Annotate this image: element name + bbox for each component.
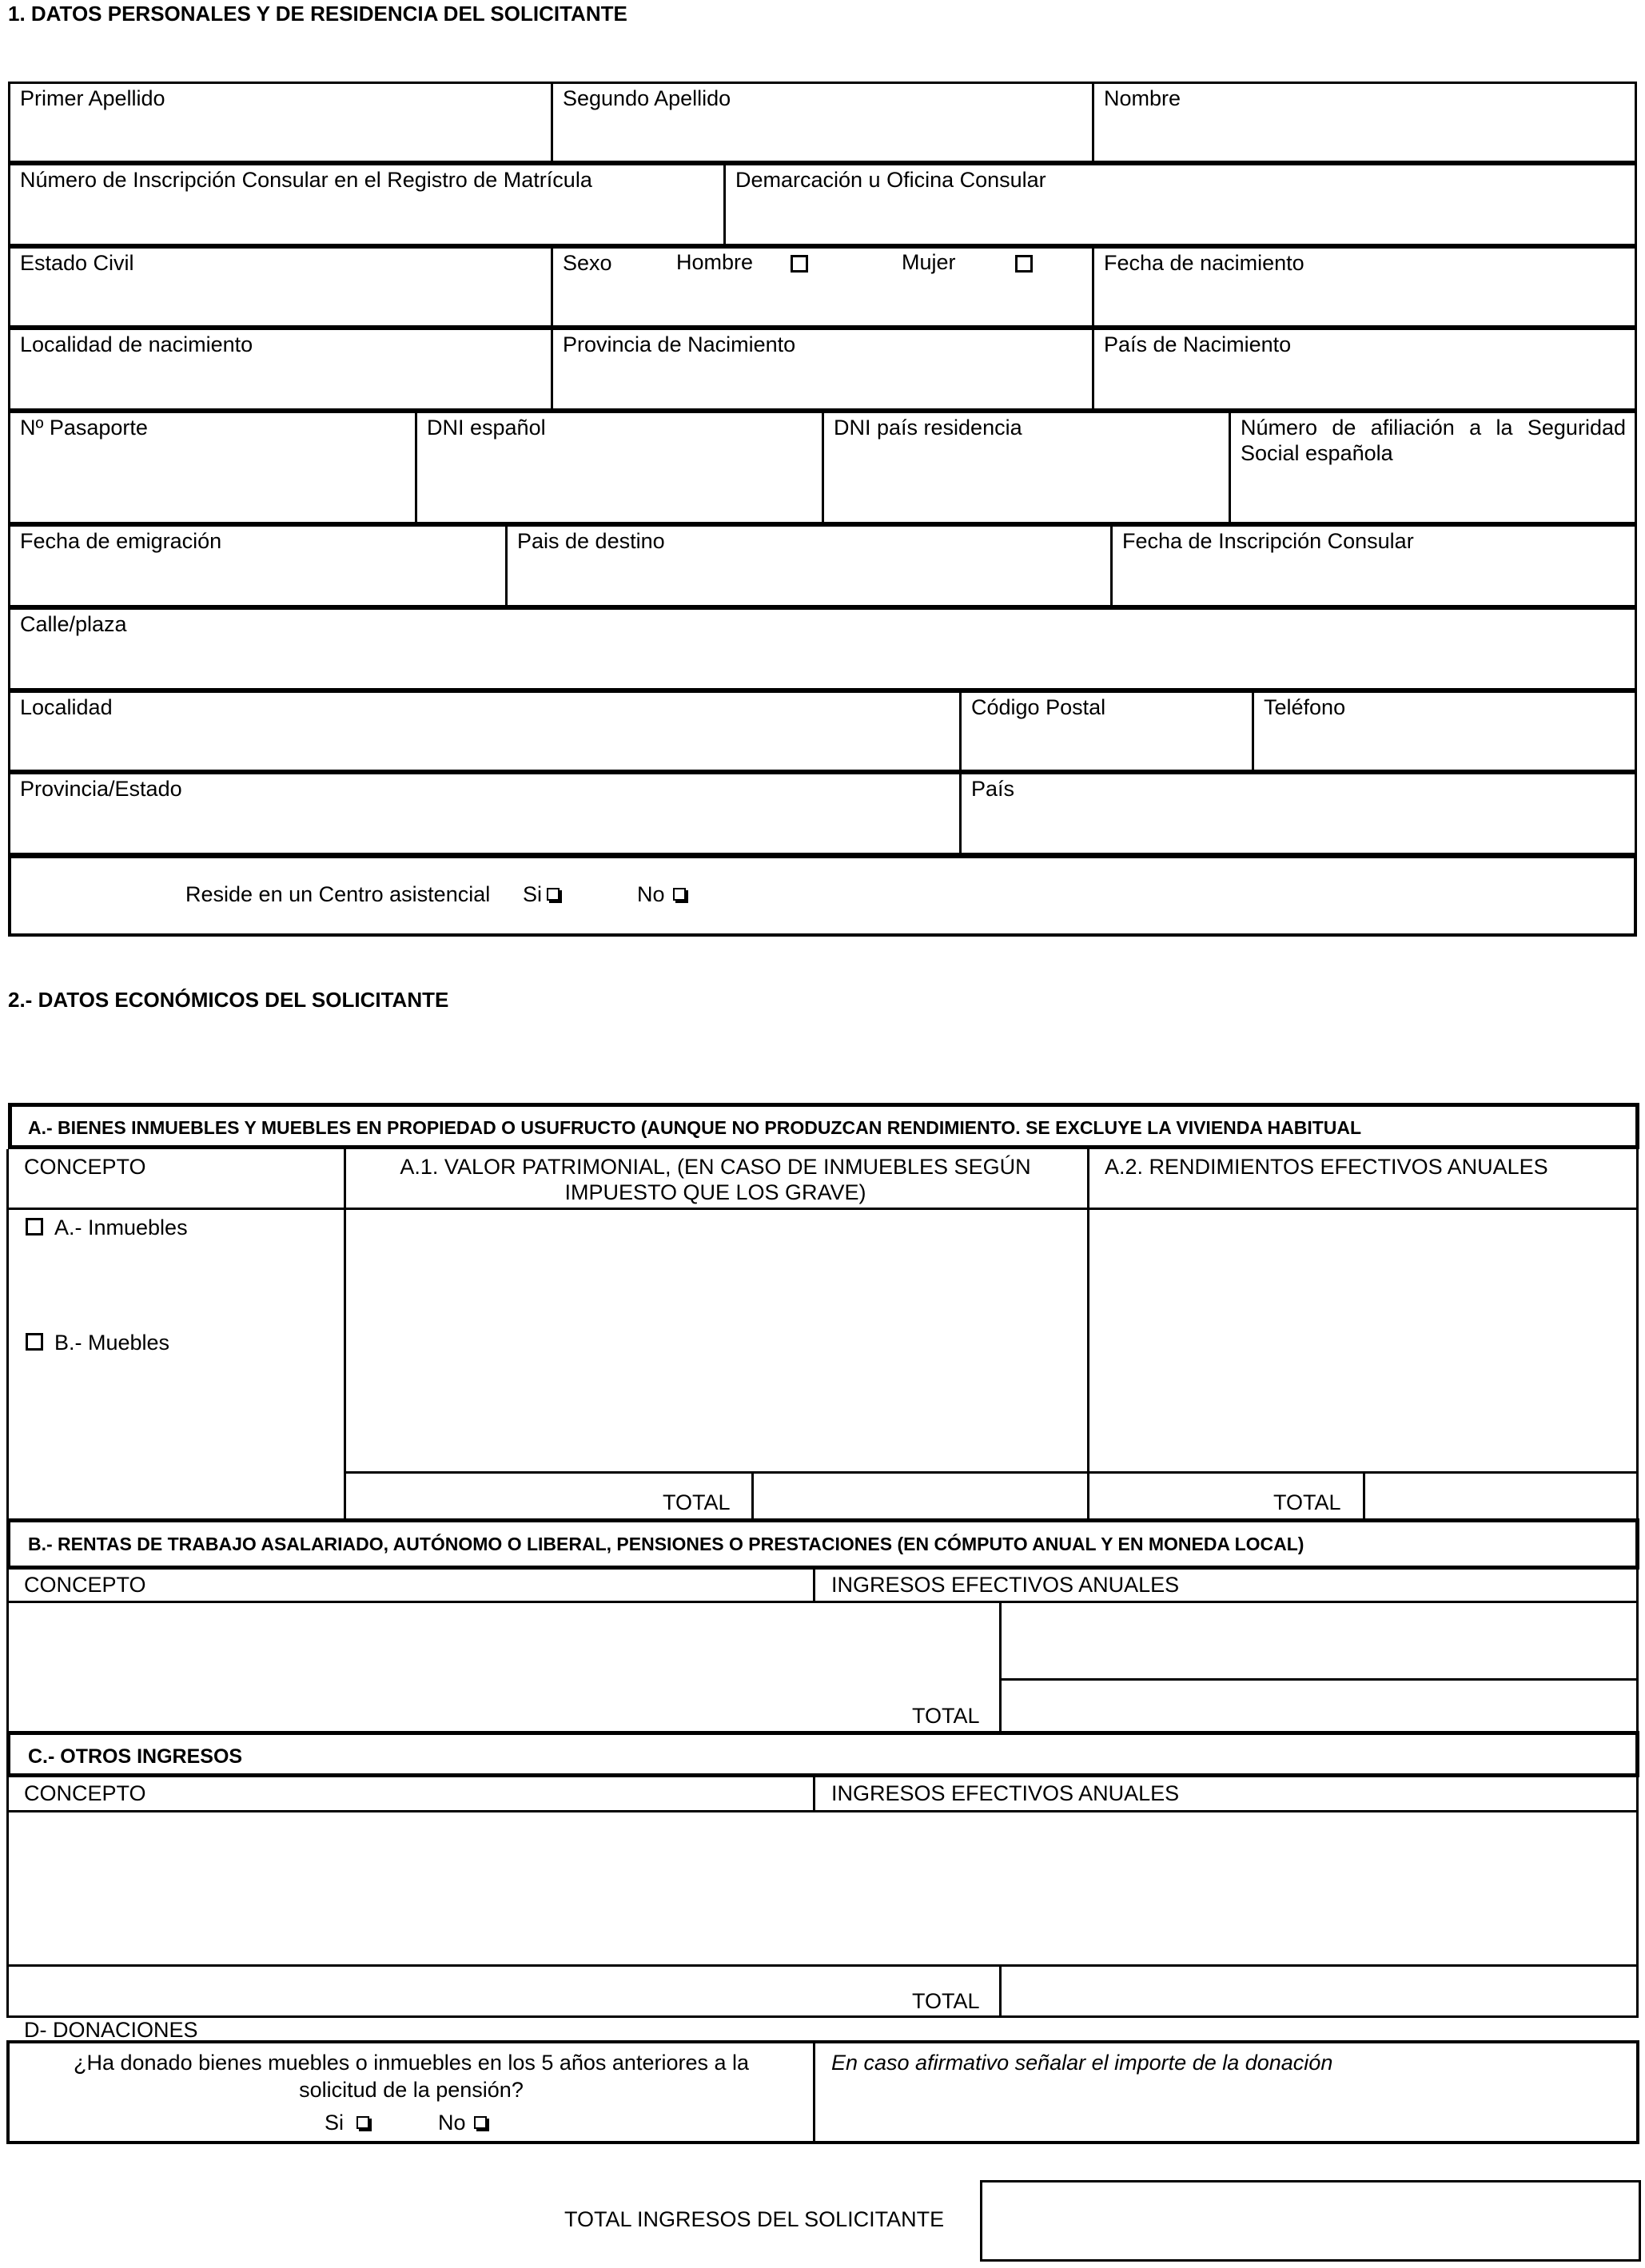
b-col-ingresos: INGRESOS EFECTIVOS ANUALES [831, 1573, 1180, 1597]
fecha-inscripcion-label: Fecha de Inscripción Consular [1122, 529, 1414, 553]
section-1-title: 1. DATOS PERSONALES Y DE RESIDENCIA DEL SOLICITANTE [8, 2, 627, 26]
pais-destino-field[interactable] [505, 524, 1113, 607]
section-a-header [8, 1103, 1639, 1149]
mujer-label: Mujer [902, 250, 956, 274]
fecha-emigracion-field[interactable] [8, 524, 508, 607]
rendimientos-input[interactable] [1090, 1210, 1637, 1470]
segundo-apellido-field[interactable] [551, 82, 1094, 163]
provincia-estado-field[interactable] [8, 772, 962, 855]
inmuebles-checkbox[interactable] [26, 1218, 43, 1235]
sexo-label: Sexo [563, 251, 612, 275]
d-si-checkbox[interactable] [356, 2116, 369, 2129]
telefono-field[interactable] [1252, 690, 1637, 772]
num-inscripcion-label: Número de Inscripción Consular en el Registro de Matrícula [20, 168, 592, 192]
d-question-line2: solicitud de la pensión? [299, 2078, 524, 2102]
d-si-label: Si [325, 2111, 345, 2135]
b-total-input[interactable] [1002, 1681, 1637, 1729]
section-b-title: B.- RENTAS DE TRABAJO ASALARIADO, AUTÓNOMO O LIBERAL, PENSIONES O PRESTACIONES (EN CÓMPUTO ANUAL Y EN MONEDA LOCAL) [28, 1534, 1304, 1554]
section-a-title: A.- BIENES INMUEBLES Y MUEBLES EN PROPIEDAD O USUFRUCTO (AUNQUE NO PRODUZCAN RENDIMIENTO. SE EXCLUYE LA VIVIENDA HABITUAL [28, 1117, 1362, 1138]
codigo-postal-field[interactable] [959, 690, 1254, 772]
centro-si-checkbox[interactable] [547, 888, 560, 901]
provincia-nacimiento-field[interactable] [551, 328, 1094, 411]
nombre-field[interactable] [1092, 82, 1637, 163]
pasaporte-field[interactable] [8, 411, 417, 524]
section-c-title: C.- OTROS INGRESOS [28, 1745, 243, 1768]
hombre-checkbox[interactable] [791, 255, 808, 273]
a-col-valor-line2: IMPUESTO QUE LOS GRAVE) [564, 1180, 866, 1204]
hombre-label: Hombre [676, 250, 754, 274]
b-total-label: TOTAL [912, 1704, 980, 1728]
section-d-title: D- DONACIONES [24, 2018, 198, 2042]
num-inscripcion-field[interactable] [8, 163, 726, 246]
pais-nacimiento-label: País de Nacimiento [1104, 332, 1292, 356]
seguridad-social-label: Número de afiliación a la Seguridad Social española [1241, 416, 1626, 465]
c-total-input[interactable] [1002, 1968, 1637, 2015]
mujer-checkbox[interactable] [1015, 255, 1033, 273]
dni-residencia-field[interactable] [822, 411, 1231, 524]
section-c-header [6, 1731, 1639, 1777]
centro-no-checkbox[interactable] [673, 888, 686, 901]
a-col-rendimientos: A.2. RENDIMIENTOS EFECTIVOS ANUALES [1105, 1155, 1548, 1179]
d-afirmativo-label: En caso afirmativo señalar el importe de la donación [831, 2051, 1333, 2075]
d-importe-input[interactable] [816, 2078, 1636, 2142]
c-concepto-input[interactable] [10, 1813, 1637, 1962]
primer-apellido-label: Primer Apellido [20, 86, 165, 110]
fecha-nacimiento-label: Fecha de nacimiento [1104, 251, 1304, 275]
centro-si-label: Si [523, 882, 543, 906]
telefono-label: Teléfono [1264, 695, 1346, 719]
pais-label: País [971, 777, 1015, 801]
pais-destino-label: Pais de destino [517, 529, 665, 553]
fecha-emigracion-label: Fecha de emigración [20, 529, 222, 553]
calle-label: Calle/plaza [20, 612, 127, 636]
section-2-title: 2.- DATOS ECONÓMICOS DEL SOLICITANTE [8, 988, 449, 1012]
segundo-apellido-label: Segundo Apellido [563, 86, 731, 110]
dni-espanol-label: DNI español [427, 416, 546, 440]
codigo-postal-label: Código Postal [971, 695, 1106, 719]
b-col-concepto: CONCEPTO [24, 1573, 146, 1597]
c-col-ingresos: INGRESOS EFECTIVOS ANUALES [831, 1781, 1180, 1805]
estado-civil-field[interactable] [8, 246, 553, 328]
sexo-field [551, 246, 1094, 328]
b-ingresos-input[interactable] [1002, 1604, 1637, 1677]
section-b-header [6, 1518, 1639, 1570]
primer-apellido-field[interactable] [8, 82, 553, 163]
d-no-checkbox[interactable] [474, 2116, 487, 2129]
muebles-label: B.- Muebles [54, 1331, 170, 1355]
provincia-nacimiento-label: Provincia de Nacimiento [563, 332, 796, 356]
fecha-inscripcion-field[interactable] [1110, 524, 1637, 607]
dni-espanol-field[interactable] [415, 411, 824, 524]
demarcacion-field[interactable] [723, 163, 1637, 246]
demarcacion-label: Demarcación u Oficina Consular [735, 168, 1046, 192]
centro-no-label: No [637, 882, 665, 906]
pais-field[interactable] [959, 772, 1637, 855]
calle-field[interactable] [8, 607, 1637, 690]
b-concepto-input[interactable] [10, 1604, 998, 1730]
localidad-field[interactable] [8, 690, 962, 772]
muebles-checkbox[interactable] [26, 1333, 43, 1351]
a-col-concepto: CONCEPTO [24, 1155, 146, 1179]
nombre-label: Nombre [1104, 86, 1181, 110]
pais-nacimiento-field[interactable] [1092, 328, 1637, 411]
a-rend-total-label: TOTAL [1273, 1490, 1341, 1514]
estado-civil-label: Estado Civil [20, 251, 134, 275]
a-rend-total-input[interactable] [1366, 1474, 1637, 1518]
fecha-nacimiento-field[interactable] [1092, 246, 1637, 328]
provincia-estado-label: Provincia/Estado [20, 777, 182, 801]
centro-asistencial-row [8, 855, 1637, 937]
total-ingresos-label: TOTAL INGRESOS DEL SOLICITANTE [564, 2207, 945, 2231]
dni-residencia-label: DNI país residencia [834, 416, 1022, 440]
centro-asistencial-label: Reside en un Centro asistencial [185, 882, 491, 906]
pasaporte-label: Nº Pasaporte [20, 416, 148, 440]
a-valor-total-input[interactable] [755, 1474, 1085, 1518]
a-valor-total-label: TOTAL [663, 1490, 731, 1514]
valor-patrimonial-input[interactable] [347, 1210, 1085, 1470]
d-no-label: No [438, 2111, 466, 2135]
localidad-nacimiento-label: Localidad de nacimiento [20, 332, 253, 356]
d-question-line1: ¿Ha donado bienes muebles o inmuebles en los 5 años anteriores a la [73, 2051, 750, 2075]
localidad-label: Localidad [20, 695, 113, 719]
inmuebles-label: A.- Inmuebles [54, 1216, 188, 1239]
a-col-valor-line1: A.1. VALOR PATRIMONIAL, (EN CASO DE INMUEBLES SEGÚN [400, 1155, 1031, 1179]
localidad-nacimiento-field[interactable] [8, 328, 553, 411]
seguridad-social-field[interactable] [1229, 411, 1637, 524]
c-total-label: TOTAL [912, 1989, 980, 2013]
c-col-concepto: CONCEPTO [24, 1781, 146, 1805]
total-ingresos-input[interactable] [980, 2180, 1641, 2262]
